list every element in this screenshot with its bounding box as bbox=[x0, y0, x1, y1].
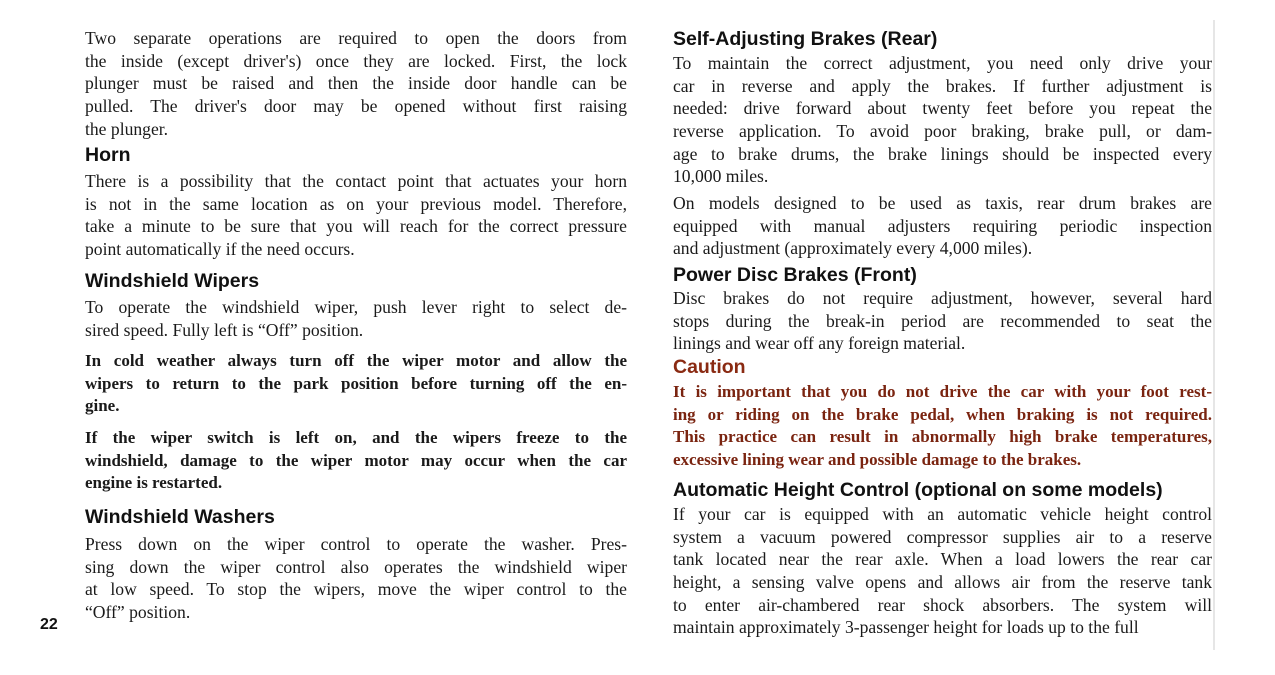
section-heading bbox=[673, 479, 1212, 502]
text-line: “Off” position. bbox=[85, 602, 191, 623]
text-line: Press down on the wiper control to operate the washer. Pres- bbox=[85, 534, 627, 554]
text-line: sing down the wiper control also operates the windshield wiper bbox=[85, 556, 627, 577]
paragraph bbox=[673, 503, 1212, 639]
text-line: to enter air-chambered rear shock absorbers. The system will bbox=[673, 594, 1212, 615]
text-line: engine is restarted. bbox=[85, 473, 223, 493]
text-line: needed: drive forward about twenty feet before you repeat the bbox=[673, 98, 1212, 119]
text-line: tank located near the rear axle. When a load lowers the rear car bbox=[673, 549, 1212, 570]
text-line: Horn bbox=[85, 144, 131, 166]
text-line: Power Disc Brakes (Front) bbox=[673, 264, 917, 286]
text-line: Disc brakes do not require adjustment, however, several hard bbox=[673, 288, 1212, 308]
text-line: equipped with manual adjusters requiring periodic inspection bbox=[673, 215, 1212, 236]
text-line: windshield, damage to the wiper motor may occur when the car bbox=[85, 450, 627, 470]
paragraph bbox=[85, 296, 627, 341]
text-line: the plunger. bbox=[85, 118, 169, 139]
text-line: reverse application. To avoid poor braking, brake pull, or dam- bbox=[673, 121, 1212, 142]
text-line: This practice can result in abnormally high brake temperatures, bbox=[673, 427, 1212, 447]
text-line: Caution bbox=[673, 356, 746, 378]
text-line: and adjustment (approximately every 4,000 miles). bbox=[673, 238, 1033, 259]
text-line: Windshield Wipers bbox=[85, 270, 260, 292]
text-line: pulled. The driver's door may be opened without first raising bbox=[85, 96, 627, 117]
caution-paragraph bbox=[673, 381, 1212, 472]
text-line: On models designed to be used as taxis, rear drum brakes are bbox=[673, 193, 1212, 213]
text-line: take a minute to be sure that you will reach for the correct pressure bbox=[85, 216, 627, 237]
section-heading bbox=[85, 506, 627, 529]
text-line: age to brake drums, the brake linings should be inspected every bbox=[673, 143, 1212, 164]
text-line: If your car is equipped with an automatic vehicle height control bbox=[673, 504, 1212, 524]
text-line: Windshield Washers bbox=[85, 506, 275, 528]
text-line: It is important that you do not drive the car with your foot rest- bbox=[673, 382, 1212, 401]
text-line: 10,000 miles. bbox=[673, 166, 769, 187]
text-line: Self-Adjusting Brakes (Rear) bbox=[673, 28, 938, 50]
text-line: the inside (except driver's) once they are locked. First, the lock bbox=[85, 50, 627, 71]
paragraph bbox=[673, 52, 1212, 188]
bold-warning-paragraph bbox=[85, 427, 627, 495]
section-heading bbox=[85, 270, 627, 293]
paragraph bbox=[85, 27, 627, 140]
text-line: gine. bbox=[85, 396, 120, 416]
paragraph bbox=[85, 533, 627, 624]
text-line: car in reverse and apply the brakes. If further adjustment is bbox=[673, 75, 1212, 96]
paragraph bbox=[673, 192, 1212, 260]
paragraph bbox=[673, 287, 1212, 355]
text-line: plunger must be raised and then the inside door handle can be bbox=[85, 73, 627, 94]
text-line: If the wiper switch is left on, and the wipers freeze to the bbox=[85, 428, 627, 447]
section-heading bbox=[85, 144, 627, 167]
text-line: is not in the same location as on your previous model. Therefore, bbox=[85, 193, 627, 214]
text-line: To maintain the correct adjustment, you need only drive your bbox=[673, 53, 1212, 73]
text-line: at low speed. To stop the wipers, move the wiper control to the bbox=[85, 579, 627, 600]
section-heading bbox=[673, 264, 1212, 287]
text-line: system a vacuum powered compressor supplies air to a reserve bbox=[673, 526, 1212, 547]
text-line: linings and wear off any foreign material. bbox=[673, 333, 966, 354]
text-line: There is a possibility that the contact point that actuates your horn bbox=[85, 171, 627, 191]
text-line: excessive lining wear and possible damage to the brakes. bbox=[673, 450, 1082, 470]
text-line: wipers to return to the park position before turning off the en- bbox=[85, 373, 627, 393]
text-line: Automatic Height Control (optional on some models) bbox=[673, 479, 1163, 501]
text-line: point automatically if the need occurs. bbox=[85, 239, 355, 260]
text-line: Two separate operations are required to open the doors from bbox=[85, 28, 627, 48]
text-line: To operate the windshield wiper, push lever right to select de- bbox=[85, 297, 627, 317]
text-line: ing or riding on the brake pedal, when braking is not required. bbox=[673, 404, 1212, 424]
text-line: sired speed. Fully left is “Off” position. bbox=[85, 319, 364, 340]
text-line: In cold weather always turn off the wiper motor and allow the bbox=[85, 351, 627, 370]
section-heading bbox=[673, 28, 1212, 51]
paragraph bbox=[85, 170, 627, 261]
text-line: height, a sensing valve opens and allows air from the reserve tank bbox=[673, 572, 1212, 593]
bold-warning-paragraph bbox=[85, 350, 627, 418]
page-number: 22 bbox=[40, 616, 58, 633]
text-line: stops during the break-in period are recommended to seat the bbox=[673, 310, 1212, 331]
text-line: maintain approximately 3-passenger height for loads up to the full bbox=[673, 617, 1139, 638]
section-heading bbox=[673, 356, 1212, 379]
page-edge-shadow bbox=[1213, 20, 1215, 650]
